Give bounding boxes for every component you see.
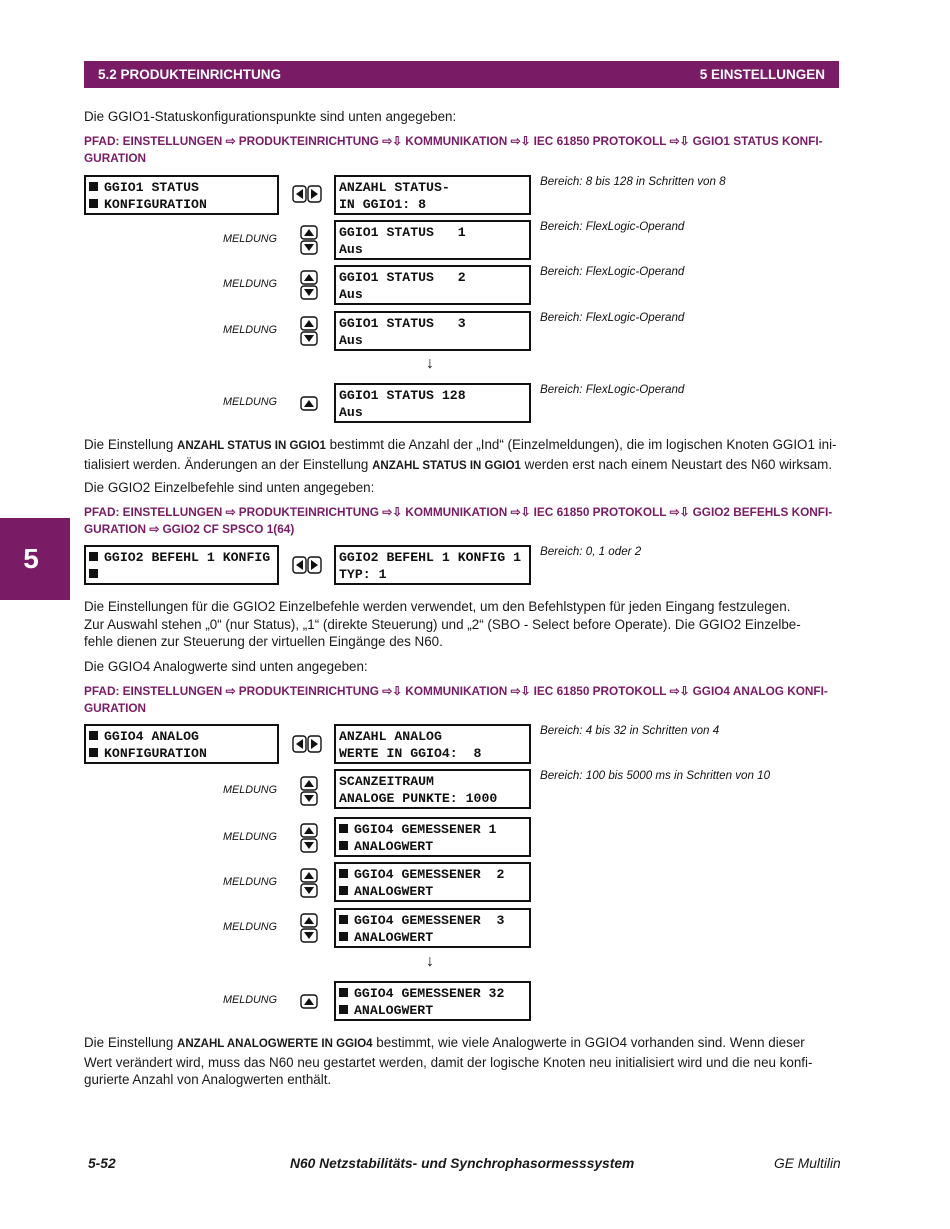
- ggio2-intro: Die GGIO2 Einzelbefehle sind unten angegeben:: [84, 480, 375, 495]
- ggio1-note: Die Einstellung ANZAHL STATUS IN GGIO1 bestimmt die Anzahl der „Ind“ (Einzelmeldungen), die im logischen Knoten GGIO1 ini- tialisiert werden. Änderungen an der Einstellung ANZAHL STATUS IN GGIO1 werden erst nach einem Neustart des N60 wirksam.: [84, 437, 837, 472]
- chapter-title: 5 EINSTELLUNGEN: [699, 67, 825, 82]
- section-title: 5.2 PRODUKTEINRICHTUNG: [98, 67, 282, 82]
- ggio2-command-type-display[interactable]: GGIO2 BEFEHL 1 KONFIG 1 TYP: 1: [334, 545, 531, 585]
- chapter-tab: 5: [0, 518, 70, 600]
- ggio1-count-display[interactable]: ANZAHL STATUS- IN GGIO1: 8: [334, 175, 531, 215]
- up-down-keys-icon[interactable]: [300, 776, 318, 806]
- ggio1-path: PFAD: EINSTELLUNGEN ⇨ PRODUKTEINRICHTUNG ⇨⇩ KOMMUNIKATION ⇨⇩ IEC 61850 PROTOKOLL ⇨⇩ GGIO1 STATUS KONFI- GURATION: [84, 134, 823, 165]
- bullet-square-icon: [89, 731, 98, 740]
- up-down-keys-icon[interactable]: [300, 868, 318, 898]
- range-text: Bereich: FlexLogic-Operand: [540, 383, 685, 396]
- left-right-keys-icon[interactable]: [292, 185, 322, 203]
- bullet-square-icon: [339, 886, 348, 895]
- range-text: Bereich: 100 bis 5000 ms in Schritten von 10: [540, 769, 771, 782]
- bullet-square-icon: [339, 869, 348, 878]
- bullet-square-icon: [339, 915, 348, 924]
- bullet-square-icon: [339, 988, 348, 997]
- meldung-label: MELDUNG: [223, 233, 277, 245]
- ggio1-status-128-display[interactable]: GGIO1 STATUS 128 Aus: [334, 383, 531, 423]
- range-text: Bereich: FlexLogic-Operand: [540, 220, 685, 233]
- bullet-square-icon: [89, 552, 98, 561]
- ggio2-menu-header[interactable]: GGIO2 BEFEHL 1 KONFIG: [84, 545, 279, 585]
- left-right-keys-icon[interactable]: [292, 556, 322, 574]
- up-down-keys-icon[interactable]: [300, 225, 318, 255]
- meldung-label: MELDUNG: [223, 396, 277, 408]
- down-arrow-icon: ↓: [426, 953, 434, 970]
- ggio4-menu-header[interactable]: GGIO4 ANALOG KONFIGURATION: [84, 724, 279, 764]
- meldung-label: MELDUNG: [223, 876, 277, 888]
- up-down-keys-icon[interactable]: [300, 913, 318, 943]
- ggio4-intro: Die GGIO4 Analogwerte sind unten angegeben:: [84, 659, 368, 674]
- ggio4-measured-3-display[interactable]: GGIO4 GEMESSENER 3 ANALOGWERT: [334, 908, 531, 948]
- up-down-keys-icon[interactable]: [300, 270, 318, 300]
- meldung-label: MELDUNG: [223, 994, 277, 1006]
- ggio4-measured-32-display[interactable]: GGIO4 GEMESSENER 32 ANALOGWERT: [334, 981, 531, 1021]
- bullet-square-icon: [89, 748, 98, 757]
- ggio1-menu-header[interactable]: GGIO1 STATUS KONFIGURATION: [84, 175, 279, 215]
- bullet-square-icon: [89, 199, 98, 208]
- brand-name: GE Multilin: [774, 1156, 841, 1171]
- bullet-square-icon: [339, 841, 348, 850]
- range-text: Bereich: 4 bis 32 in Schritten von 4: [540, 724, 720, 737]
- up-key-icon[interactable]: [300, 396, 318, 411]
- meldung-label: MELDUNG: [223, 278, 277, 290]
- ggio4-scan-period-display[interactable]: SCANZEITRAUM ANALOGE PUNKTE: 1000: [334, 769, 531, 809]
- range-text: Bereich: FlexLogic-Operand: [540, 265, 685, 278]
- ggio1-status-3-display[interactable]: GGIO1 STATUS 3 Aus: [334, 311, 531, 351]
- ggio2-note: Die Einstellungen für die GGIO2 Einzelbefehle werden verwendet, um den Befehlstypen für jeden Eingang festzulegen. Zur Auswahl stehen „0“ (nur Status), „1“ (direkte Steuerung) und „2“ (SBO - Select before Operate). Die GGIO2 Einzelbe- fehle dienen zur Steuerung der virtuellen Eingänge des N60.: [84, 599, 801, 649]
- section-header-bar: [84, 61, 839, 88]
- bullet-square-icon: [89, 569, 98, 578]
- up-down-keys-icon[interactable]: [300, 316, 318, 346]
- down-arrow-icon: ↓: [426, 355, 434, 372]
- range-text: Bereich: 8 bis 128 in Schritten von 8: [540, 175, 726, 188]
- ggio4-measured-2-display[interactable]: GGIO4 GEMESSENER 2 ANALOGWERT: [334, 862, 531, 902]
- ggio2-path: PFAD: EINSTELLUNGEN ⇨ PRODUKTEINRICHTUNG ⇨⇩ KOMMUNIKATION ⇨⇩ IEC 61850 PROTOKOLL ⇨⇩ GGIO2 BEFEHLS KONFI- GURATION ⇨ GGIO2 CF SPSCO 1(64): [84, 505, 833, 536]
- ggio4-note: Die Einstellung ANZAHL ANALOGWERTE IN GGIO4 bestimmt, wie viele Analogwerte in GGIO4 vorhanden sind. Wenn dieser Wert verändert wird, muss das N60 neu gestartet werden, damit der logische Knoten neu initialisiert wird und die neu konfi- gurierte Anzahl von Analogwerten enthält.: [84, 1035, 813, 1087]
- ggio1-status-1-display[interactable]: GGIO1 STATUS 1 Aus: [334, 220, 531, 260]
- meldung-label: MELDUNG: [223, 784, 277, 796]
- bullet-square-icon: [339, 824, 348, 833]
- bullet-square-icon: [89, 182, 98, 191]
- ggio1-status-2-display[interactable]: GGIO1 STATUS 2 Aus: [334, 265, 531, 305]
- bullet-square-icon: [339, 1005, 348, 1014]
- ggio4-measured-1-display[interactable]: GGIO4 GEMESSENER 1 ANALOGWERT: [334, 817, 531, 857]
- ggio1-intro: Die GGIO1-Statuskonfigurationspunkte sind unten angegeben:: [84, 109, 457, 124]
- page-number: 5-52: [88, 1156, 116, 1171]
- meldung-label: MELDUNG: [223, 921, 277, 933]
- ggio4-path: PFAD: EINSTELLUNGEN ⇨ PRODUKTEINRICHTUNG ⇨⇩ KOMMUNIKATION ⇨⇩ IEC 61850 PROTOKOLL ⇨⇩ GGIO4 ANALOG KONFI- GURATION: [84, 684, 828, 715]
- document-title: N60 Netzstabilitäts- und Synchrophasormesssystem: [290, 1156, 635, 1171]
- up-key-icon[interactable]: [300, 994, 318, 1009]
- range-text: Bereich: FlexLogic-Operand: [540, 311, 685, 324]
- up-down-keys-icon[interactable]: [300, 823, 318, 853]
- meldung-label: MELDUNG: [223, 831, 277, 843]
- meldung-label: MELDUNG: [223, 324, 277, 336]
- bullet-square-icon: [339, 932, 348, 941]
- range-text: Bereich: 0, 1 oder 2: [540, 545, 642, 558]
- ggio4-count-display[interactable]: ANZAHL ANALOG WERTE IN GGIO4: 8: [334, 724, 531, 764]
- left-right-keys-icon[interactable]: [292, 735, 322, 753]
